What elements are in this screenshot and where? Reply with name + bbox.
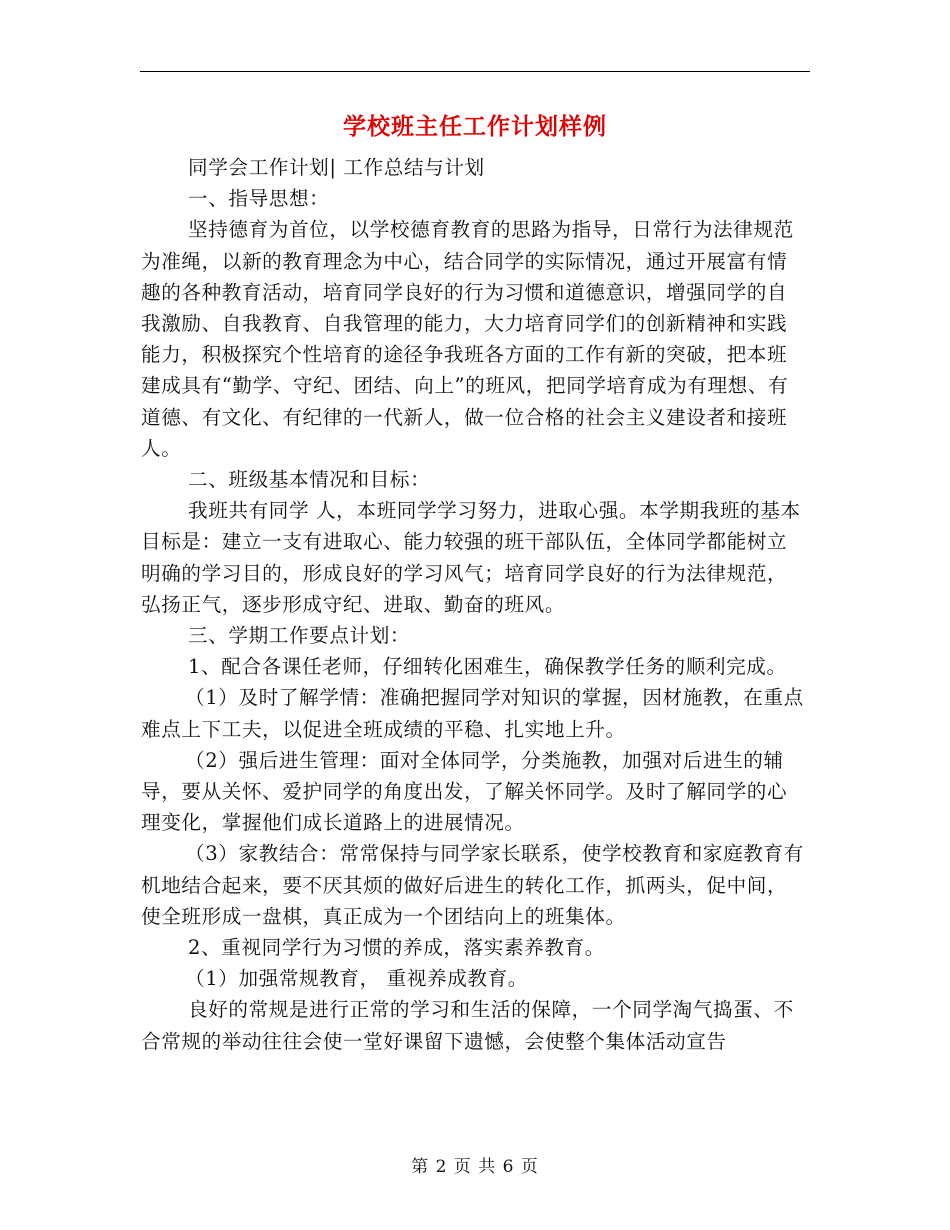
paragraph: 1、配合各课任老师，仔细转化困难生，确保教学任务的顺利完成。 — [188, 655, 787, 679]
paragraph: （3）家教结合：常常保持与同学家长联系，使学校教育和家庭教育有机地结合起来，要不厌其烦的做好后进生的转化工作，抓两头，促中间，使全班形成一盘棋，真正成为一个团结向上的班集体。 — [141, 842, 804, 928]
section-heading: 三、学期工作要点计划： — [188, 624, 411, 648]
document-body — [141, 152, 807, 1057]
paragraph: （1）加强常规教育， 重视养成教育。 — [185, 967, 528, 991]
paragraph: 我班共有同学 人，本班同学学习努力，进取心强。本学期我班的基本目标是：建立一支有进取心、能力较强的班干部队伍，全体同学都能树立明确的学习目的，形成良好的学习风气；培育同学良好的行为法律规范，弘扬正气，逐步形成守纪、进取、勤奋的班风。 — [141, 499, 801, 616]
paragraph: 坚持德育为首位，以学校德育教育的思路为指导，日常行为法律规范为准绳，以新的教育理念为中心，结合同学的实际情况，通过开展富有情趣的各种教育活动，培育同学良好的行为习惯和道德意识，增强同学的自我激励、自我教育、自我管理的能力，大力培育同学们的创新精神和实践能力，积极探究个性培育的途径争我班各方面的工作有新的突破，把本班建成具有“勤学、守纪、团结、向上”的班风，把同学培育成为有理想、有道德、有文化、有纪律的一代新人，做一位合格的社会主义建设者和接班人。 — [141, 218, 794, 460]
paragraph: （2）强后进生管理：面对全体同学，分类施教，加强对后进生的辅导，要从关怀、爱护同学的角度出发，了解关怀同学。及时了解同学的心理变化，掌握他们成长道路上的进展情况。 — [141, 748, 788, 835]
paragraph: （1）及时了解学情：准确把握同学对知识的掌握，因材施教，在重点难点上下工夫，以促进全班成绩的平稳、扎实地上升。 — [141, 686, 804, 741]
paragraph: 2、重视同学行为习惯的养成，落实素养教育。 — [188, 936, 605, 960]
paragraph: 同学会工作计划| 工作总结与计划 — [188, 156, 485, 179]
document-title: 学校班主任工作计划样例 — [343, 113, 607, 140]
page-number: 第 2 页 共 6 页 — [411, 1157, 539, 1177]
header-rule — [140, 71, 810, 72]
section-heading: 二、班级基本情况和目标： — [188, 468, 431, 492]
paragraph: 良好的常规是进行正常的学习和生活的保障，一个同学淘气捣蛋、不合常规的举动往往会使一堂好课留下遗憾，会使整个集体活动宣告 — [141, 998, 794, 1053]
section-heading: 一、指导思想： — [188, 187, 330, 211]
